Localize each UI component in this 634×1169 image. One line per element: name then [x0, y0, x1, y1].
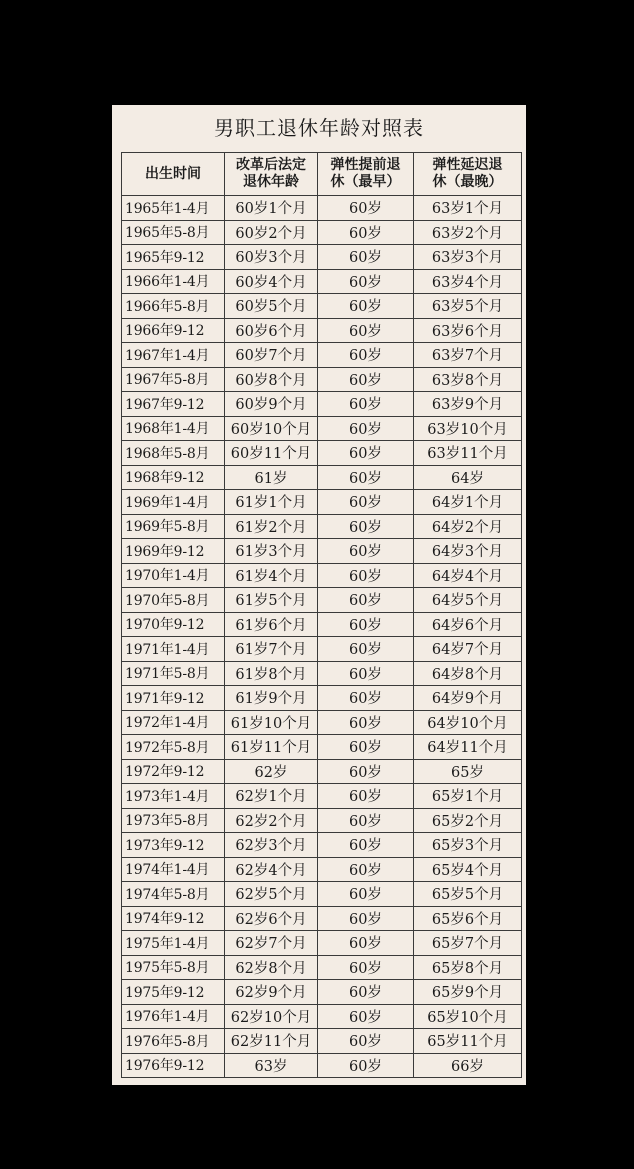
early-age-cell: 60岁 — [318, 196, 414, 221]
birth-time-cell: 1965年1-4月 — [122, 196, 225, 221]
late-age-cell: 66岁 — [414, 1053, 522, 1078]
legal-age-cell: 61岁7个月 — [225, 637, 318, 662]
late-age-cell: 65岁3个月 — [414, 833, 522, 858]
early-age-cell: 60岁 — [318, 637, 414, 662]
legal-age-cell: 62岁11个月 — [225, 1029, 318, 1054]
early-age-cell: 60岁 — [318, 1004, 414, 1029]
legal-age-cell: 62岁8个月 — [225, 955, 318, 980]
late-age-cell: 63岁4个月 — [414, 269, 522, 294]
legal-age-cell: 60岁8个月 — [225, 367, 318, 392]
table-row — [122, 539, 522, 564]
table-row — [122, 857, 522, 882]
table-row — [122, 882, 522, 907]
retirement-age-table — [121, 152, 522, 1078]
legal-age-cell: 60岁9个月 — [225, 392, 318, 417]
early-age-cell: 60岁 — [318, 857, 414, 882]
table-row — [122, 759, 522, 784]
early-age-cell: 60岁 — [318, 465, 414, 490]
table-row — [122, 808, 522, 833]
legal-age-cell: 61岁9个月 — [225, 686, 318, 711]
table-row — [122, 318, 522, 343]
late-age-cell: 64岁6个月 — [414, 612, 522, 637]
birth-time-cell: 1976年5-8月 — [122, 1029, 225, 1054]
birth-time-cell: 1967年9-12 — [122, 392, 225, 417]
late-age-cell: 64岁5个月 — [414, 588, 522, 613]
late-age-cell: 65岁4个月 — [414, 857, 522, 882]
table-row — [122, 612, 522, 637]
table-row — [122, 637, 522, 662]
late-age-cell: 63岁2个月 — [414, 220, 522, 245]
table-row — [122, 490, 522, 515]
table-row — [122, 245, 522, 270]
birth-time-cell: 1972年9-12 — [122, 759, 225, 784]
late-age-cell: 65岁9个月 — [414, 980, 522, 1005]
early-age-cell: 60岁 — [318, 1053, 414, 1078]
early-age-cell: 60岁 — [318, 588, 414, 613]
legal-age-cell: 60岁5个月 — [225, 294, 318, 319]
legal-age-cell: 61岁 — [225, 465, 318, 490]
birth-time-cell: 1969年5-8月 — [122, 514, 225, 539]
early-age-cell: 60岁 — [318, 269, 414, 294]
late-age-cell: 63岁11个月 — [414, 441, 522, 466]
late-age-cell: 63岁7个月 — [414, 343, 522, 368]
late-age-cell: 65岁8个月 — [414, 955, 522, 980]
birth-time-cell: 1973年5-8月 — [122, 808, 225, 833]
table-row — [122, 416, 522, 441]
table-body — [122, 196, 522, 1078]
late-age-cell: 65岁 — [414, 759, 522, 784]
header-flexible-delayed-retirement: 弹性延迟退 休（最晚） — [414, 153, 522, 196]
late-age-cell: 64岁4个月 — [414, 563, 522, 588]
late-age-cell: 64岁9个月 — [414, 686, 522, 711]
late-age-cell: 64岁1个月 — [414, 490, 522, 515]
birth-time-cell: 1971年5-8月 — [122, 661, 225, 686]
birth-time-cell: 1968年9-12 — [122, 465, 225, 490]
early-age-cell: 60岁 — [318, 416, 414, 441]
early-age-cell: 60岁 — [318, 686, 414, 711]
birth-time-cell: 1967年5-8月 — [122, 367, 225, 392]
early-age-cell: 60岁 — [318, 931, 414, 956]
table-row — [122, 465, 522, 490]
birth-time-cell: 1970年1-4月 — [122, 563, 225, 588]
legal-age-cell: 61岁3个月 — [225, 539, 318, 564]
late-age-cell: 64岁2个月 — [414, 514, 522, 539]
early-age-cell: 60岁 — [318, 490, 414, 515]
late-age-cell: 65岁5个月 — [414, 882, 522, 907]
table-row — [122, 1053, 522, 1078]
birth-time-cell: 1966年9-12 — [122, 318, 225, 343]
legal-age-cell: 60岁3个月 — [225, 245, 318, 270]
birth-time-cell: 1965年9-12 — [122, 245, 225, 270]
legal-age-cell: 62岁 — [225, 759, 318, 784]
legal-age-cell: 62岁9个月 — [225, 980, 318, 1005]
late-age-cell: 63岁5个月 — [414, 294, 522, 319]
birth-time-cell: 1971年1-4月 — [122, 637, 225, 662]
legal-age-cell: 61岁4个月 — [225, 563, 318, 588]
birth-time-cell: 1969年9-12 — [122, 539, 225, 564]
table-row — [122, 661, 522, 686]
late-age-cell: 63岁9个月 — [414, 392, 522, 417]
late-age-cell: 65岁1个月 — [414, 784, 522, 809]
early-age-cell: 60岁 — [318, 343, 414, 368]
late-age-cell: 65岁10个月 — [414, 1004, 522, 1029]
early-age-cell: 60岁 — [318, 612, 414, 637]
early-age-cell: 60岁 — [318, 318, 414, 343]
early-age-cell: 60岁 — [318, 563, 414, 588]
early-age-cell: 60岁 — [318, 539, 414, 564]
early-age-cell: 60岁 — [318, 710, 414, 735]
table-row — [122, 441, 522, 466]
birth-time-cell: 1969年1-4月 — [122, 490, 225, 515]
table-title: 男职工退休年龄对照表 — [214, 116, 424, 140]
legal-age-cell: 60岁6个月 — [225, 318, 318, 343]
birth-time-cell: 1966年1-4月 — [122, 269, 225, 294]
legal-age-cell: 62岁2个月 — [225, 808, 318, 833]
legal-age-cell: 61岁8个月 — [225, 661, 318, 686]
table-row — [122, 931, 522, 956]
birth-time-cell: 1966年5-8月 — [122, 294, 225, 319]
table-row — [122, 1004, 522, 1029]
birth-time-cell: 1970年9-12 — [122, 612, 225, 637]
early-age-cell: 60岁 — [318, 833, 414, 858]
header-flexible-early-retirement: 弹性提前退 休（最早） — [318, 153, 414, 196]
birth-time-cell: 1972年1-4月 — [122, 710, 225, 735]
late-age-cell: 63岁3个月 — [414, 245, 522, 270]
early-age-cell: 60岁 — [318, 661, 414, 686]
legal-age-cell: 62岁10个月 — [225, 1004, 318, 1029]
late-age-cell: 64岁 — [414, 465, 522, 490]
early-age-cell: 60岁 — [318, 759, 414, 784]
legal-age-cell: 63岁 — [225, 1053, 318, 1078]
birth-time-cell: 1975年5-8月 — [122, 955, 225, 980]
early-age-cell: 60岁 — [318, 1029, 414, 1054]
table-row — [122, 392, 522, 417]
late-age-cell: 64岁3个月 — [414, 539, 522, 564]
late-age-cell: 65岁7个月 — [414, 931, 522, 956]
legal-age-cell: 61岁11个月 — [225, 735, 318, 760]
early-age-cell: 60岁 — [318, 882, 414, 907]
table-row — [122, 294, 522, 319]
late-age-cell: 63岁1个月 — [414, 196, 522, 221]
birth-time-cell: 1976年9-12 — [122, 1053, 225, 1078]
table-row — [122, 588, 522, 613]
birth-time-cell: 1976年1-4月 — [122, 1004, 225, 1029]
legal-age-cell: 62岁6个月 — [225, 906, 318, 931]
birth-time-cell: 1971年9-12 — [122, 686, 225, 711]
table-row — [122, 833, 522, 858]
header-birth-time: 出生时间 — [122, 153, 225, 196]
legal-age-cell: 60岁4个月 — [225, 269, 318, 294]
legal-age-cell: 62岁3个月 — [225, 833, 318, 858]
late-age-cell: 64岁8个月 — [414, 661, 522, 686]
legal-age-cell: 62岁1个月 — [225, 784, 318, 809]
legal-age-cell: 61岁1个月 — [225, 490, 318, 515]
legal-age-cell: 60岁2个月 — [225, 220, 318, 245]
retirement-age-sheet — [112, 105, 526, 1085]
early-age-cell: 60岁 — [318, 735, 414, 760]
birth-time-cell: 1965年5-8月 — [122, 220, 225, 245]
legal-age-cell: 60岁1个月 — [225, 196, 318, 221]
late-age-cell: 63岁8个月 — [414, 367, 522, 392]
table-row — [122, 269, 522, 294]
table-row — [122, 514, 522, 539]
birth-time-cell: 1968年5-8月 — [122, 441, 225, 466]
early-age-cell: 60岁 — [318, 955, 414, 980]
late-age-cell: 64岁7个月 — [414, 637, 522, 662]
header-legal-retirement-age: 改革后法定 退休年龄 — [225, 153, 318, 196]
birth-time-cell: 1975年9-12 — [122, 980, 225, 1005]
late-age-cell: 64岁11个月 — [414, 735, 522, 760]
legal-age-cell: 61岁6个月 — [225, 612, 318, 637]
birth-time-cell: 1973年1-4月 — [122, 784, 225, 809]
late-age-cell: 65岁2个月 — [414, 808, 522, 833]
early-age-cell: 60岁 — [318, 906, 414, 931]
birth-time-cell: 1973年9-12 — [122, 833, 225, 858]
legal-age-cell: 62岁7个月 — [225, 931, 318, 956]
table-row — [122, 955, 522, 980]
birth-time-cell: 1968年1-4月 — [122, 416, 225, 441]
early-age-cell: 60岁 — [318, 784, 414, 809]
late-age-cell: 65岁11个月 — [414, 1029, 522, 1054]
table-row — [122, 710, 522, 735]
birth-time-cell: 1974年1-4月 — [122, 857, 225, 882]
legal-age-cell: 60岁7个月 — [225, 343, 318, 368]
early-age-cell: 60岁 — [318, 808, 414, 833]
legal-age-cell: 60岁10个月 — [225, 416, 318, 441]
birth-time-cell: 1970年5-8月 — [122, 588, 225, 613]
early-age-cell: 60岁 — [318, 514, 414, 539]
table-row — [122, 735, 522, 760]
early-age-cell: 60岁 — [318, 367, 414, 392]
table-row — [122, 686, 522, 711]
early-age-cell: 60岁 — [318, 980, 414, 1005]
legal-age-cell: 61岁5个月 — [225, 588, 318, 613]
early-age-cell: 60岁 — [318, 220, 414, 245]
table-row — [122, 1029, 522, 1054]
birth-time-cell: 1974年9-12 — [122, 906, 225, 931]
late-age-cell: 64岁10个月 — [414, 710, 522, 735]
late-age-cell: 63岁6个月 — [414, 318, 522, 343]
table-row — [122, 343, 522, 368]
table-row — [122, 367, 522, 392]
table-row — [122, 220, 522, 245]
early-age-cell: 60岁 — [318, 245, 414, 270]
legal-age-cell: 60岁11个月 — [225, 441, 318, 466]
legal-age-cell: 61岁2个月 — [225, 514, 318, 539]
birth-time-cell: 1967年1-4月 — [122, 343, 225, 368]
late-age-cell: 63岁10个月 — [414, 416, 522, 441]
header-row — [122, 153, 522, 196]
birth-time-cell: 1974年5-8月 — [122, 882, 225, 907]
table-row — [122, 906, 522, 931]
early-age-cell: 60岁 — [318, 294, 414, 319]
table-row — [122, 784, 522, 809]
birth-time-cell: 1975年1-4月 — [122, 931, 225, 956]
table-row — [122, 563, 522, 588]
early-age-cell: 60岁 — [318, 392, 414, 417]
legal-age-cell: 62岁4个月 — [225, 857, 318, 882]
legal-age-cell: 62岁5个月 — [225, 882, 318, 907]
late-age-cell: 65岁6个月 — [414, 906, 522, 931]
table-row — [122, 980, 522, 1005]
early-age-cell: 60岁 — [318, 441, 414, 466]
birth-time-cell: 1972年5-8月 — [122, 735, 225, 760]
legal-age-cell: 61岁10个月 — [225, 710, 318, 735]
table-row — [122, 196, 522, 221]
